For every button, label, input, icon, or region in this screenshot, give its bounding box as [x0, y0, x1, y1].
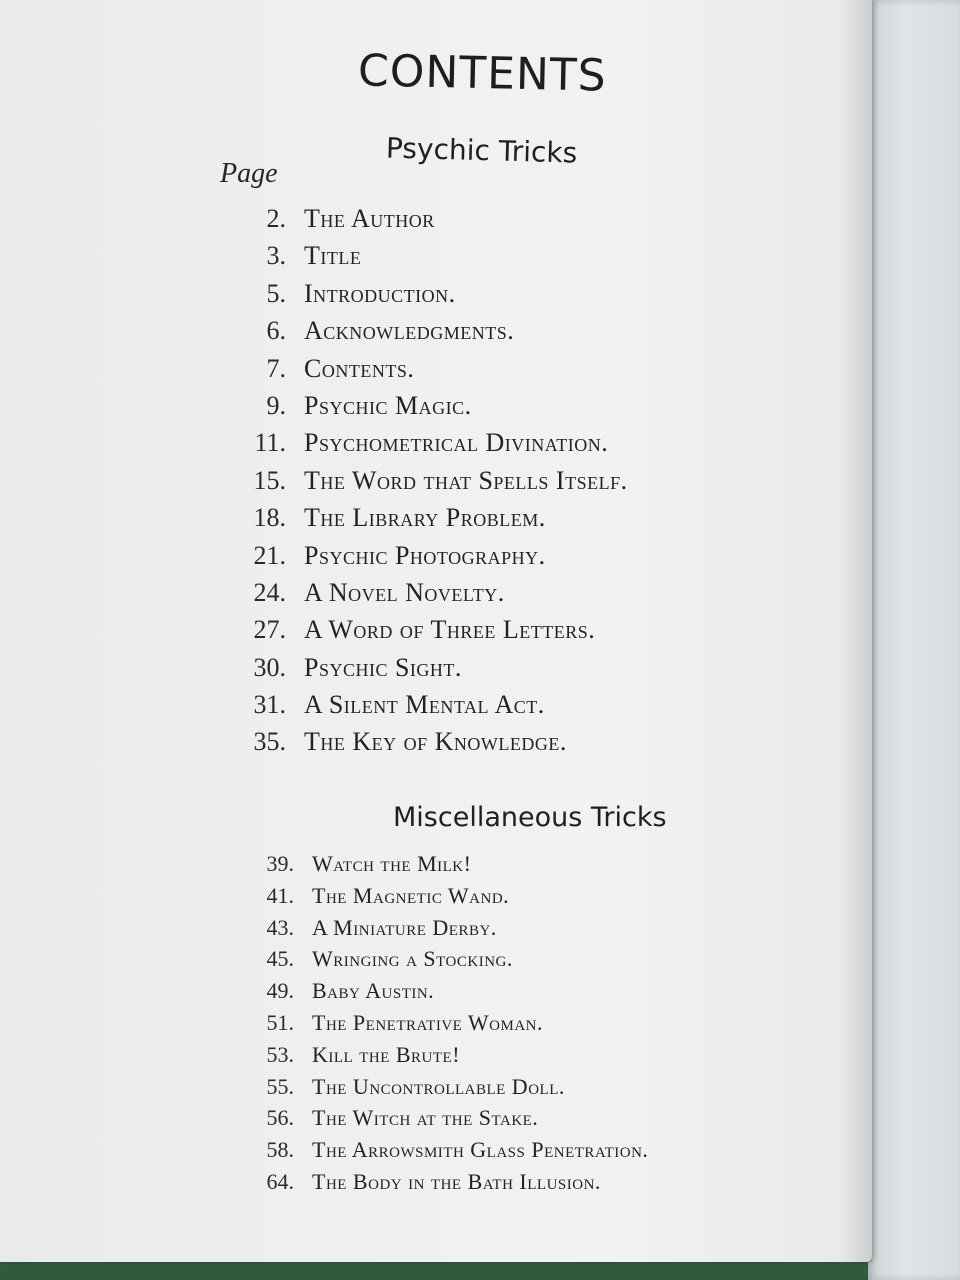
toc-entry	[266, 275, 628, 312]
page-title: CONTENTS	[357, 45, 607, 102]
toc-entry	[266, 350, 628, 387]
toc-list-psychic	[253, 200, 628, 761]
toc-page-number: 39.	[266, 851, 294, 876]
toc-page-number: 9.	[266, 390, 286, 420]
toc-entry	[266, 1071, 648, 1103]
toc-entry-title: Psychic Magic.	[304, 390, 472, 420]
toc-entry	[266, 1166, 648, 1198]
toc-entry	[266, 975, 648, 1007]
toc-entry	[253, 499, 628, 536]
page-column-label: Page	[220, 158, 278, 189]
toc-entry-title: Psychometrical Divination.	[304, 428, 609, 458]
toc-page-number: 3.	[266, 241, 286, 271]
toc-entry-title: The Penetrative Woman.	[312, 1009, 544, 1035]
toc-entry	[266, 200, 628, 237]
toc-entry-title: The Key of Knowledge.	[304, 727, 567, 757]
toc-page-number: 55.	[266, 1073, 294, 1099]
toc-entry-title: A Miniature Derby.	[312, 914, 497, 940]
toc-entry-title: Acknowledgments.	[304, 316, 515, 346]
toc-entry	[254, 424, 628, 461]
toc-page-number: 7.	[266, 353, 286, 383]
toc-entry	[253, 537, 628, 574]
toc-entry	[266, 848, 648, 880]
toc-entry-title: A Word of Three Letters.	[304, 615, 596, 645]
toc-entry-title: The Uncontrollable Doll.	[312, 1073, 565, 1099]
toc-page-number: 45.	[266, 946, 294, 972]
toc-entry	[266, 237, 628, 274]
toc-entry-title: The Author	[304, 204, 435, 233]
toc-entry	[266, 387, 628, 424]
gutter-shadow	[840, 0, 872, 1262]
toc-entry-title: The Magnetic Wand.	[312, 882, 510, 908]
toc-page-number: 15.	[253, 465, 286, 495]
toc-page-number: 35.	[253, 727, 286, 757]
toc-page-number: 11.	[254, 428, 286, 458]
toc-page-number: 49.	[266, 978, 294, 1004]
toc-page-number: 5.	[266, 278, 286, 308]
toc-entry	[266, 1039, 648, 1071]
toc-entry-title: The Witch at the Stake.	[312, 1105, 539, 1131]
toc-entry-title: Psychic Photography.	[304, 540, 546, 570]
toc-entry-title: The Arrowsmith Glass Penetration.	[312, 1137, 649, 1163]
toc-page-number: 24.	[253, 577, 286, 607]
toc-entry-title: The Body in the Bath Illusion.	[312, 1168, 601, 1194]
toc-page-number: 43.	[266, 914, 294, 940]
toc-entry-title: Wringing a Stocking.	[312, 946, 513, 972]
section-heading-psychic: Psychic Tricks	[385, 131, 578, 170]
toc-page-number: 18.	[253, 503, 286, 533]
toc-entry	[253, 462, 628, 499]
toc-page-number: 41.	[266, 882, 294, 908]
toc-page-number: 31.	[253, 690, 286, 720]
toc-entry-title: Introduction.	[304, 278, 456, 308]
toc-page-number: 30.	[253, 652, 286, 682]
toc-entry-title: Psychic Sight.	[304, 652, 462, 682]
toc-entry	[266, 1007, 648, 1039]
toc-list-miscellaneous	[266, 848, 649, 1198]
toc-entry	[253, 611, 628, 648]
toc-entry	[266, 312, 628, 349]
toc-entry-title: Baby Austin.	[312, 978, 435, 1004]
toc-entry-title: Title	[304, 241, 362, 271]
toc-page-number: 58.	[266, 1137, 294, 1163]
toc-entry-title: A Silent Mental Act.	[304, 690, 545, 720]
toc-entry-title: A Novel Novelty.	[304, 577, 505, 607]
toc-entry	[253, 574, 628, 611]
toc-entry-title: Watch the Milk!	[312, 851, 472, 876]
toc-page-number: 56.	[266, 1105, 294, 1131]
toc-entry	[253, 649, 628, 686]
toc-entry-title: The Word that Spells Itself.	[304, 465, 628, 495]
toc-page-number: 64.	[266, 1168, 294, 1194]
toc-page-number: 51.	[266, 1009, 294, 1035]
toc-entry	[253, 723, 628, 760]
toc-entry	[266, 880, 648, 912]
toc-page-number: 53.	[266, 1041, 294, 1067]
toc-entry-title: The Library Problem.	[304, 503, 546, 533]
toc-entry	[266, 1134, 649, 1166]
toc-entry-title: Contents.	[304, 353, 415, 383]
toc-page-number: 21.	[253, 540, 286, 570]
toc-page-number: 2.	[266, 204, 286, 233]
toc-entry	[266, 912, 648, 944]
toc-entry	[253, 686, 628, 723]
facing-page	[868, 0, 960, 1280]
toc-entry-title: Kill the Brute!	[312, 1041, 461, 1067]
toc-page-number: 6.	[266, 316, 286, 346]
toc-page-number: 27.	[253, 615, 286, 645]
toc-entry	[266, 1102, 648, 1134]
toc-entry	[266, 943, 648, 975]
section-heading-miscellaneous: Miscellaneous Tricks	[393, 802, 667, 833]
